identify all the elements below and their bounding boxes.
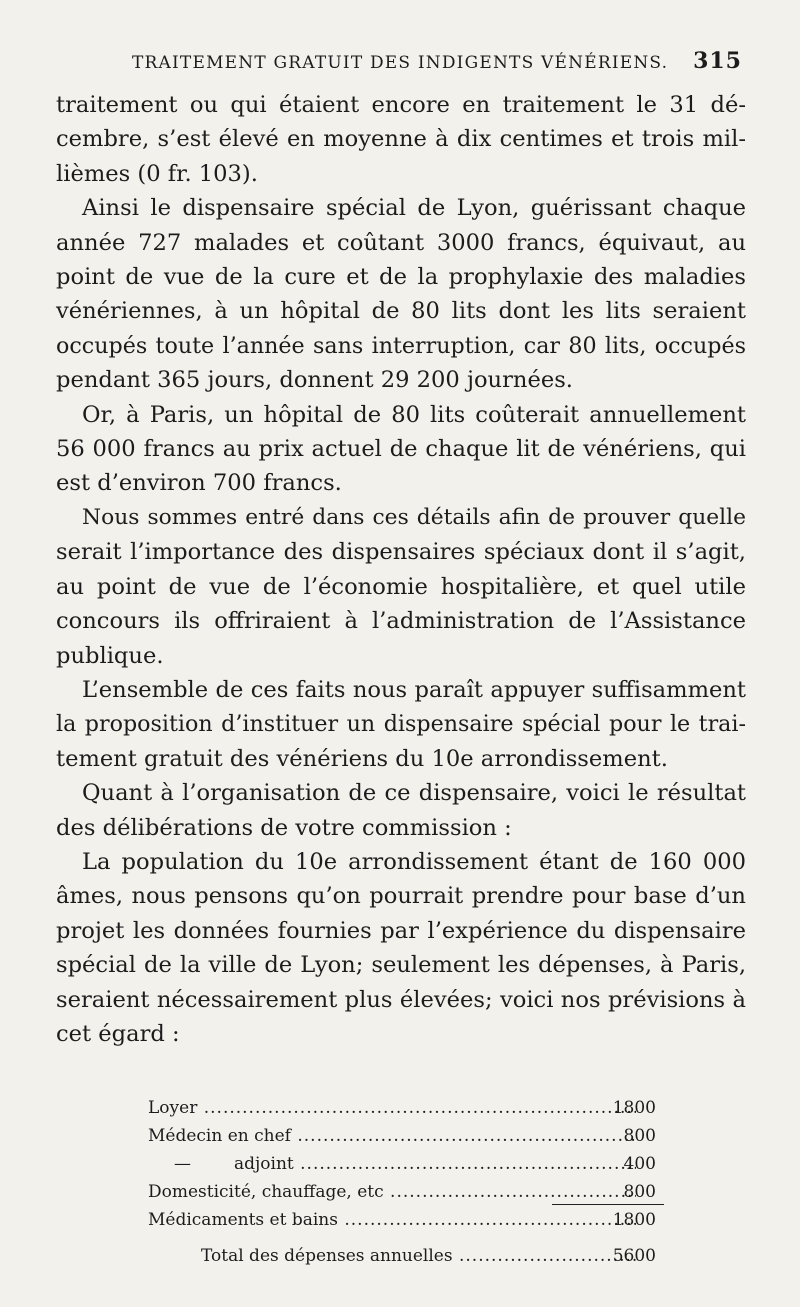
budget-label: Loyer ..... [148,1094,636,1122]
text-line: est d’environ 700 francs. [56,470,342,497]
text-line: pendant 365 jours, donnent 29 200 journées. [56,367,573,394]
text-line: 56 000 francs au prix actuel de chaque lit de vénériens, qui [56,436,746,463]
budget-value: 1800 [612,1210,656,1230]
budget-value: 800 [623,1182,656,1202]
page-number: 315 [693,48,742,74]
text-line: point de vue de la cure et de la prophylaxie des maladies [56,264,746,291]
sum-rule [552,1204,664,1205]
budget-total-row [56,1242,746,1270]
budget-table [56,1094,746,1270]
text-line: projet les données fournies par l’expérience du dispensaire [56,917,746,944]
budget-value: 400 [623,1154,656,1174]
budget-row-domesticite [56,1178,746,1206]
budget-row-medecin [56,1122,746,1150]
budget-row-adjoint [56,1150,746,1178]
budget-label: Médicaments et bains ..... [148,1206,636,1234]
text-line: Or, à Paris, un hôpital de 80 lits coûterait annuellement [82,401,746,428]
text-line: la proposition d’instituer un dispensaire spécial pour le trai- [56,711,746,738]
budget-total-value: 5600 [612,1246,656,1266]
text-line: vénériennes, à un hôpital de 80 lits dont les lits seraient [56,298,746,325]
text-line: serait l’importance des dispensaires spéciaux dont il s’agit, [56,539,746,566]
budget-label: Domesticité, chauffage, etc ..... [148,1178,636,1206]
running-header [132,48,742,74]
budget-row-loyer [56,1094,746,1122]
text-line: tement gratuit des vénériens du 10e arrondissement. [56,745,668,772]
text-line: Ainsi le dispensaire spécial de Lyon, guérissant chaque [82,195,746,222]
ditto-dash: — [174,1154,191,1174]
text-line: cembre, s’est élevé en moyenne à dix centimes et trois mil- [56,126,746,153]
budget-value: 1800 [612,1098,656,1118]
text-line: publique. [56,642,164,669]
text-line: année 727 malades et coûtant 3000 francs, équivaut, au [56,229,746,256]
text-line: concours ils offriraient à l’administration de l’Assistance [56,608,746,635]
text-line: seraient nécessairement plus élevées; voici nos prévisions à [56,986,746,1013]
text-line: au point de vue de l’économie hospitalière, et quel utile [56,573,746,600]
budget-total-label: Total des dépenses annuelles ..... [201,1242,636,1270]
text-line: cet égard : [56,1020,180,1047]
text-line: Nous sommes entré dans ces détails afin de prouver quelle [82,504,746,530]
text-line: spécial de la ville de Lyon; seulement les dépenses, à Paris, [56,952,746,979]
body-text [56,88,746,1051]
text-line: traitement ou qui étaient encore en traitement le 31 dé- [56,92,746,118]
text-line: âmes, nous pensons qu’on pourrait prendre pour base d’un [56,883,746,910]
budget-label: adjoint ..... [234,1150,636,1178]
text-line: des délibérations de votre commission : [56,814,512,841]
budget-label: Médecin en chef ..... [148,1122,636,1150]
budget-value: 800 [623,1126,656,1146]
text-line: occupés toute l’année sans interruption, car 80 lits, occupés [56,332,746,359]
running-title: TRAITEMENT GRATUIT DES INDIGENTS VÉNÉRIENS. [132,53,669,73]
text-line: lièmes (0 fr. 103). [56,160,258,187]
text-line: L’ensemble de ces faits nous paraît appuyer suffisamment [82,676,746,703]
budget-row-medicaments [56,1206,746,1234]
text-line: Quant à l’organisation de ce dispensaire, voici le résultat [82,780,746,807]
text-line: La population du 10e arrondissement étant de 160 000 [82,848,746,875]
